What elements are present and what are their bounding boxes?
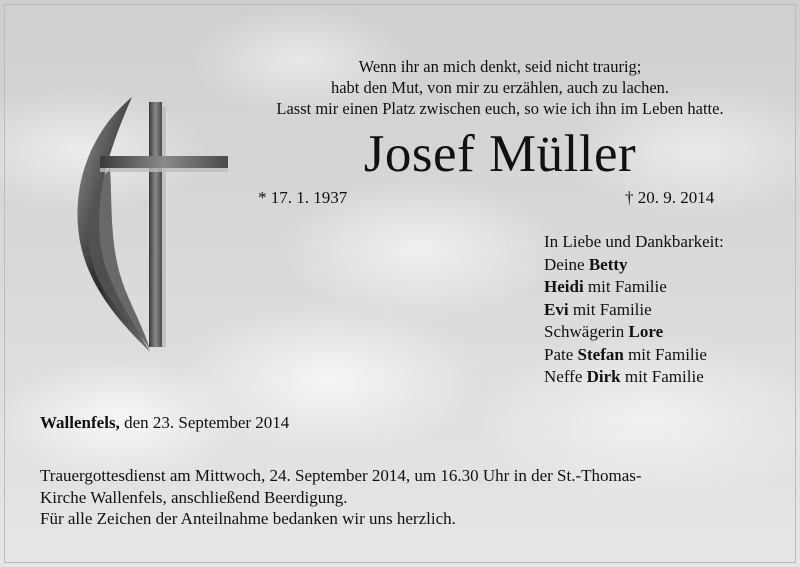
mourner-suffix: mit Familie: [623, 344, 707, 364]
place-date: den 23. September 2014: [119, 413, 290, 432]
mourner-suffix: mit Familie: [620, 367, 704, 386]
service-notice: [40, 465, 780, 530]
mourner-suffix: mit Familie: [568, 299, 652, 319]
mourner-prefix: Deine: [544, 254, 589, 274]
poem: [240, 56, 760, 119]
cross-and-flame-icon: [50, 92, 235, 357]
poem-line: Lasst mir einen Platz zwischen euch, so wie ich ihn im Leben hatte.: [276, 99, 724, 118]
mourner-entry: [544, 299, 724, 322]
mourner-entry: [544, 276, 724, 299]
poem-line: habt den Mut, von mir zu erzählen, auch zu lachen.: [330, 78, 670, 97]
mourner-entry: [544, 344, 724, 367]
mourner-prefix: Neffe: [544, 367, 587, 386]
death-date: † 20. 9. 2014: [625, 188, 715, 207]
mourner-prefix: Schwägerin: [544, 322, 629, 341]
mourners-intro: In Liebe und Dankbarkeit:: [544, 232, 724, 251]
mourner-name: Dirk: [586, 367, 621, 386]
mourner-name: Heidi: [544, 277, 584, 296]
mourner-suffix: mit Familie: [583, 277, 667, 296]
mourner-name: Lore: [628, 322, 664, 341]
mourner-entry: [544, 321, 724, 344]
service-line: Trauergottesdienst am Mittwoch, 24. September 2014, um 16.30 Uhr in der St.-Thomas-: [40, 466, 642, 485]
mourner-name: Betty: [588, 254, 628, 274]
birth-date: * 17. 1. 1937: [258, 188, 348, 207]
mourner-name: Evi: [544, 299, 569, 319]
mourner-name: Stefan: [577, 344, 624, 364]
place-name: Wallenfels,: [40, 413, 120, 432]
service-line: Für alle Zeichen der Anteilnahme bedanken wir uns herzlich.: [40, 509, 456, 528]
poem-line: Wenn ihr an mich denkt, seid nicht traurig;: [358, 57, 642, 76]
deceased-name: Josef Müller: [363, 125, 637, 183]
service-line: Kirche Wallenfels, anschließend Beerdigung.: [40, 487, 348, 507]
mourners-list: [544, 231, 724, 389]
mourner-entry: [544, 366, 724, 389]
mourner-prefix: Pate: [544, 344, 578, 364]
place-and-date: [40, 413, 289, 433]
mourner-entry: [544, 254, 724, 277]
